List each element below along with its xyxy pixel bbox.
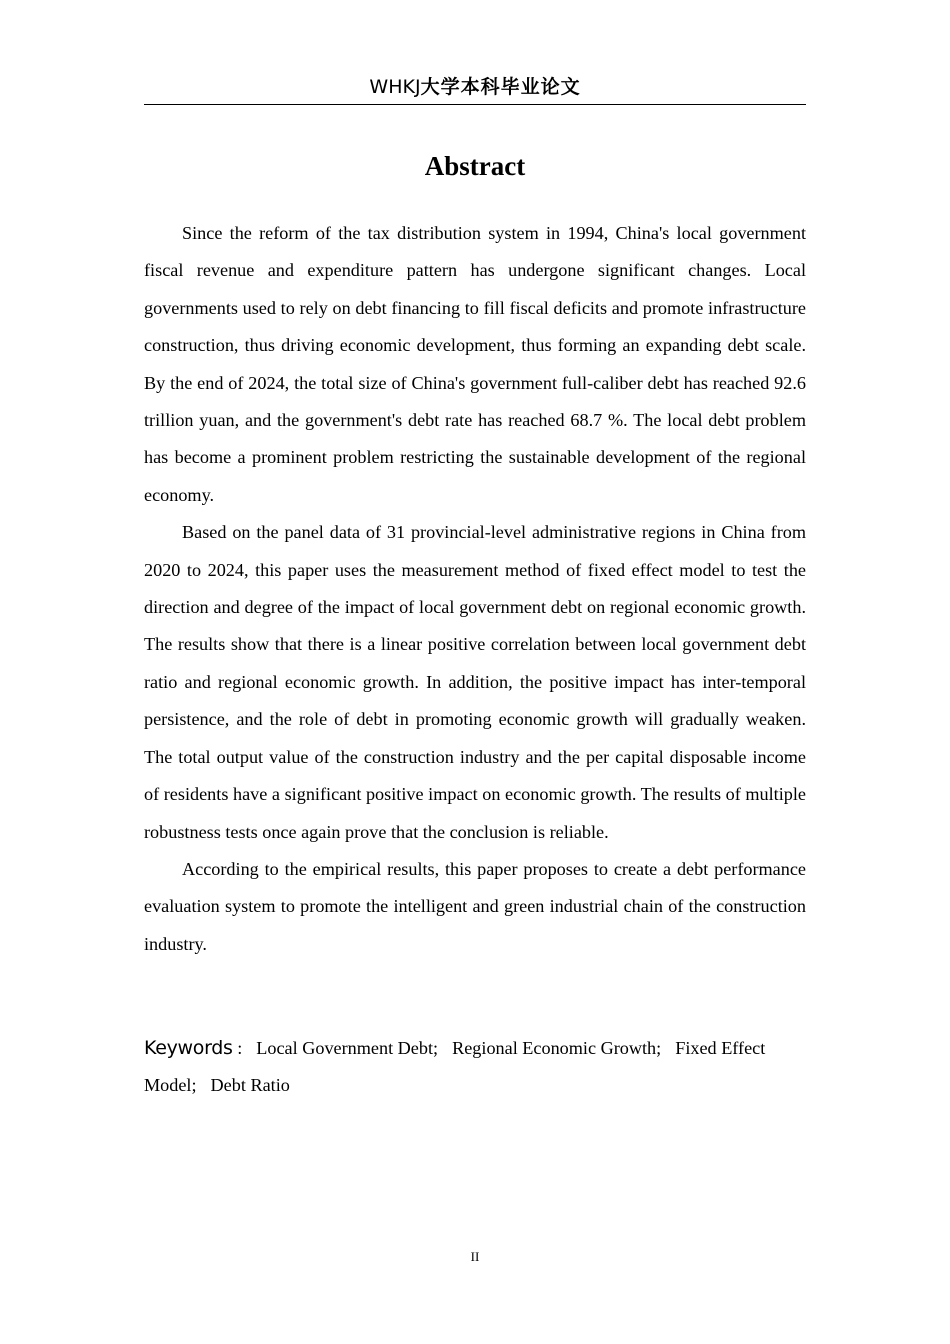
page-number: II <box>470 1249 480 1264</box>
header-cjk: 大学本科毕业论文 <box>420 76 581 98</box>
header-latin: WHKJ <box>369 76 421 98</box>
keyword-term: Local Government Debt; <box>256 1038 439 1058</box>
keywords-label: Keywords <box>144 1037 233 1059</box>
header-rule <box>144 104 806 105</box>
abstract-paragraph-1: Since the reform of the tax distribution system in 1994, China's local government fiscal revenue and expenditure pattern has undergone significant changes. Local governments used to rely on debt financing to fill fiscal deficits and promote infrastructure construction, thus driving economic development, thus forming an expanding debt scale. By the end of 2024, the total size of China's government full-caliber debt has reached 92.6 trillion yuan, and the government's debt rate has reached 68.7 %. The local debt problem has become a prominent problem restricting the sustainable development of the regional economy. <box>144 223 806 505</box>
keyword-term: Fixed Effect Model; <box>144 1038 766 1096</box>
running-header <box>144 72 806 102</box>
abstract-paragraph-2: Based on the panel data of 31 provincial-level administrative regions in China from 2020 to 2024, this paper uses the measurement method of fixed effect model to test the direction and degree of the impact of local government debt on regional economic growth. The results show that there is a linear positive correlation between local government debt ratio and regional economic growth. In addition, the positive impact has inter-temporal persistence, and the role of debt in promoting economic growth will gradually weaken. The total output value of the construction industry and the per capital disposable income of residents have a significant positive impact on economic growth. The results of multiple robustness tests once again prove that the conclusion is reliable. <box>144 522 806 842</box>
keywords-colon: : <box>237 1038 243 1058</box>
keyword-term: Debt Ratio <box>210 1075 290 1096</box>
abstract-paragraph-3: According to the empirical results, this paper proposes to create a debt performance evaluation system to promote the intelligent and green industrial chain of the construction industry. <box>144 858 806 954</box>
keywords-line <box>144 1030 806 1105</box>
keyword-term: Regional Economic Growth; <box>452 1038 662 1058</box>
abstract-body <box>144 215 806 963</box>
page-title: Abstract <box>424 151 526 181</box>
